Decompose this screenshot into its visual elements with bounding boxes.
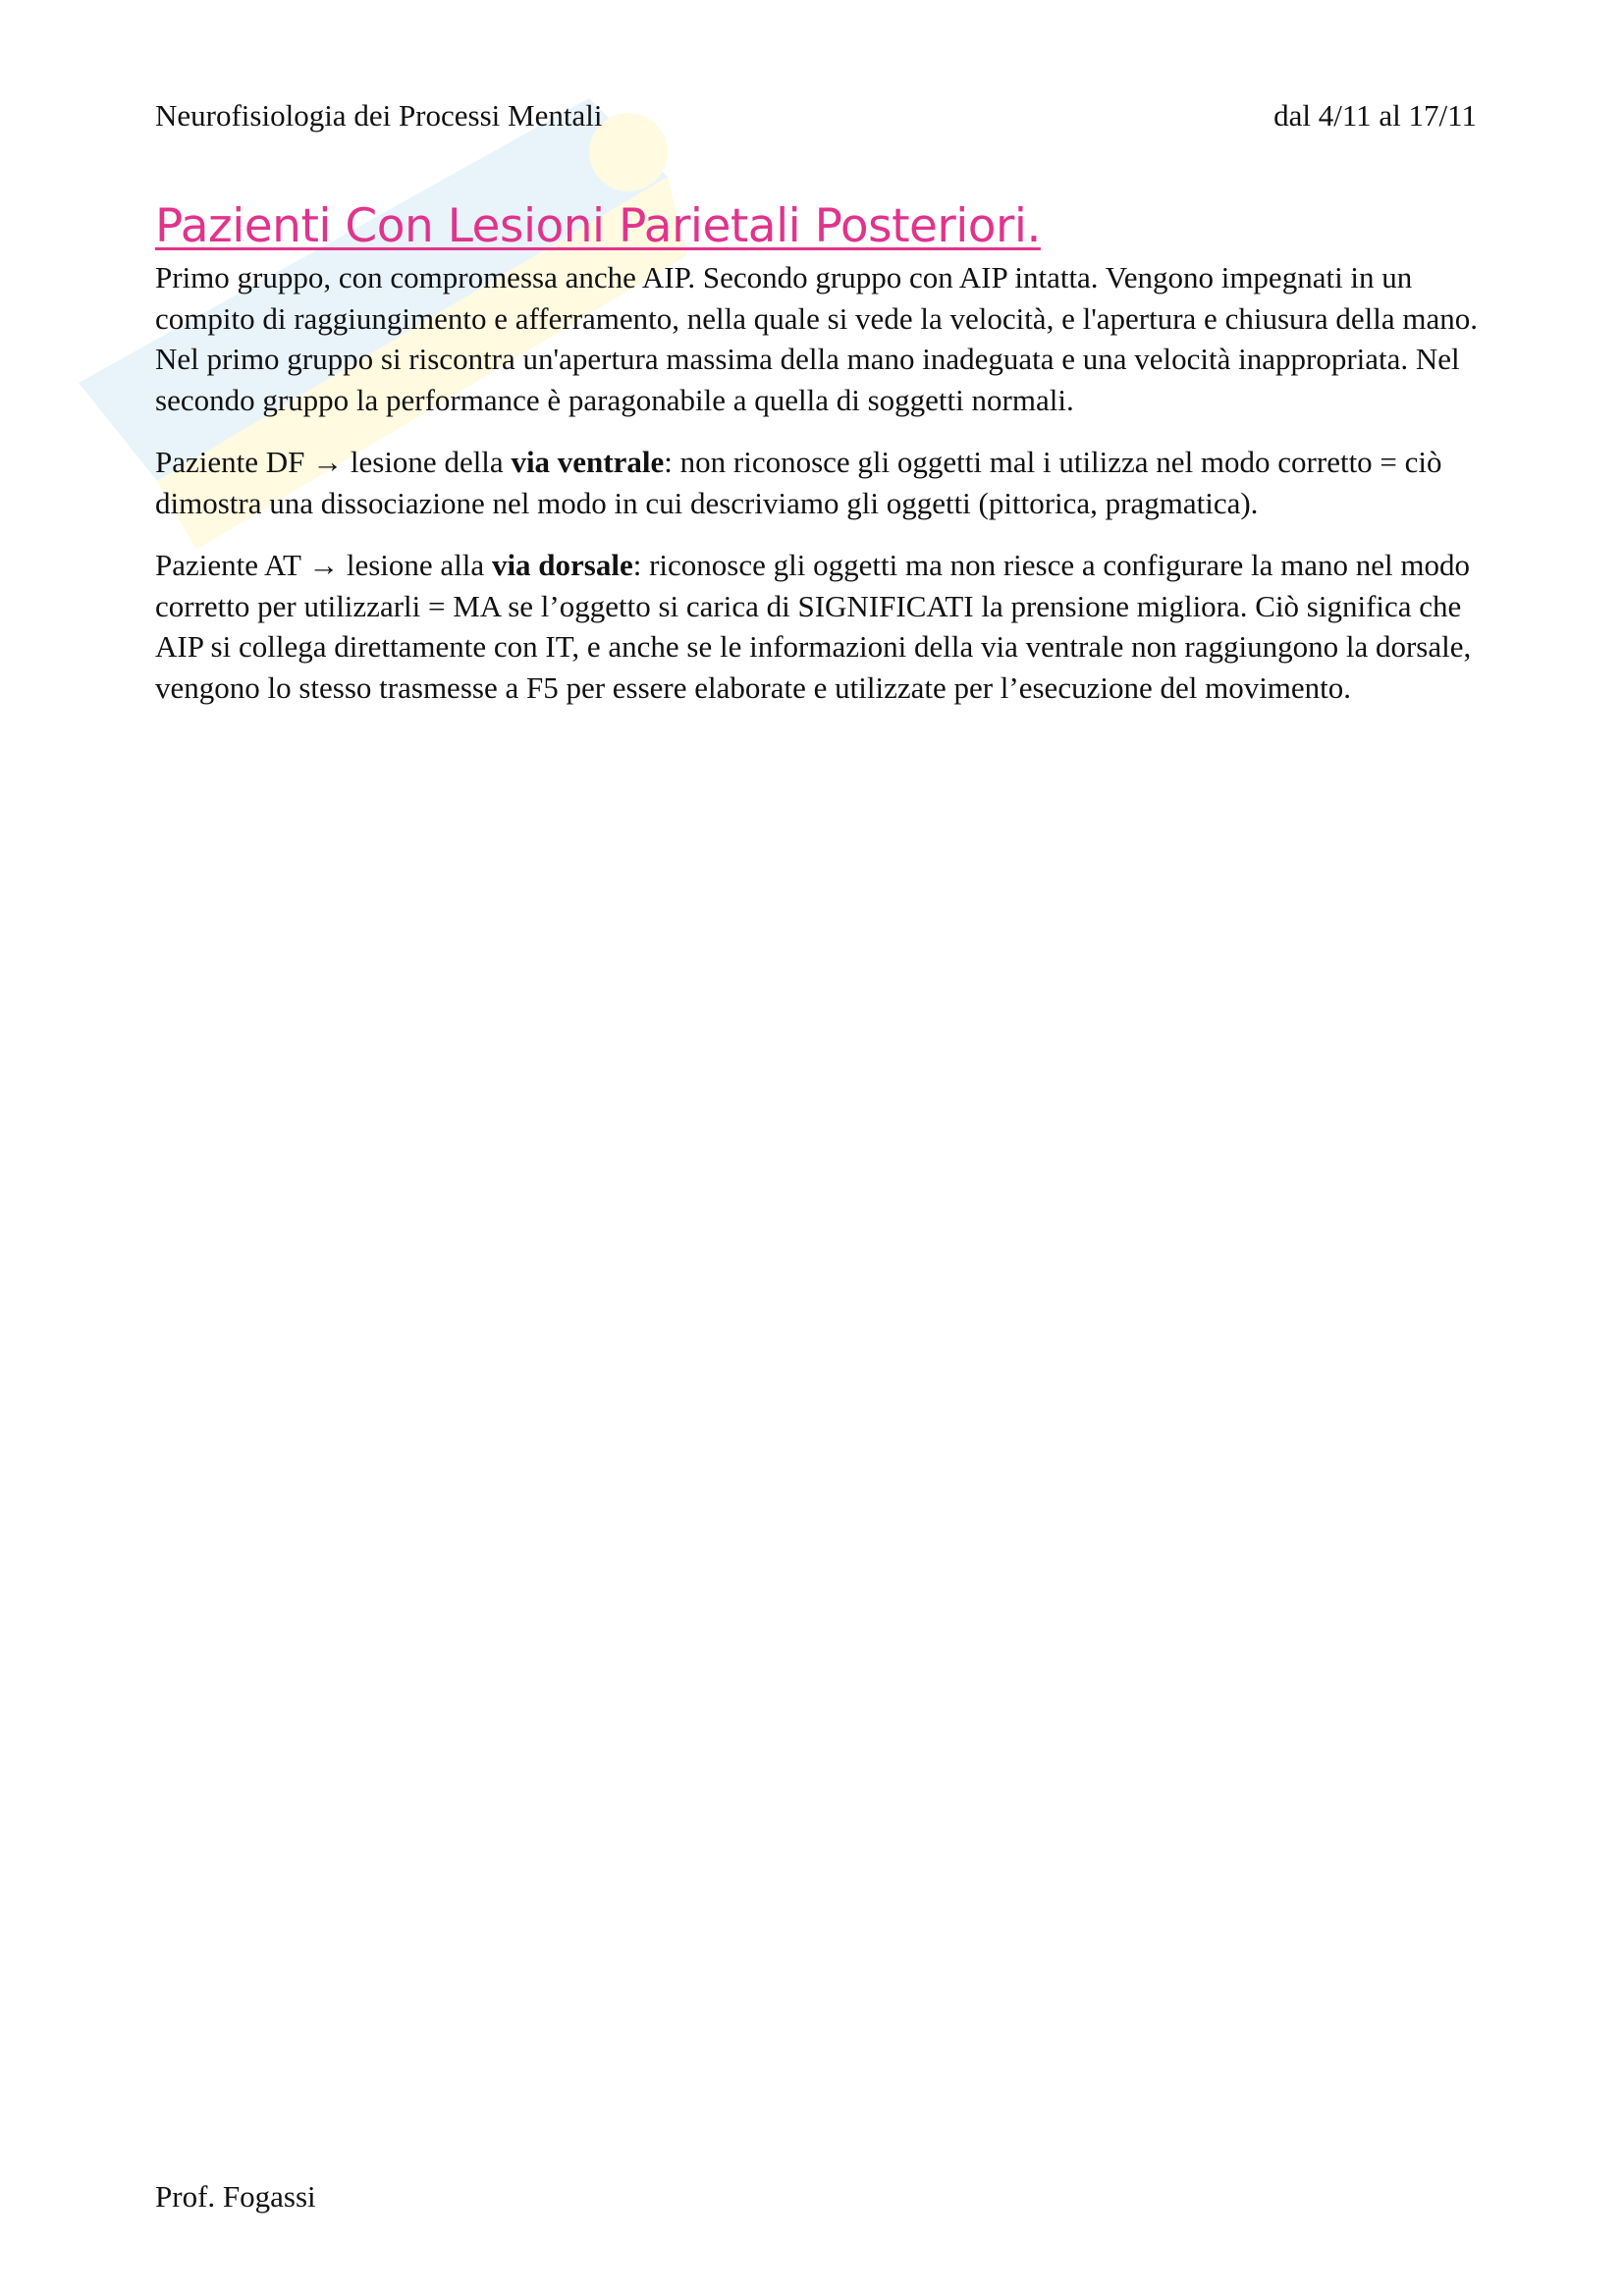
paragraph-groups: Primo gruppo, con compromessa anche AIP. Secondo gruppo con AIP intatta. Vengono impegnati in un compito di raggiungimento e afferramento, nella quale si vede la velocità, e l'apertura e chiusura della mano. Nel primo gruppo si riscontra un'apertura massima della mano inadeguata e una velocità inappropriata. Nel secondo gruppo la performance è paragonabile a quella di soggetti normali.	[155, 260, 1478, 417]
paragraph-patient-at	[155, 545, 1481, 708]
term-via-ventrale: via ventrale	[511, 445, 665, 479]
paragraph-patient-df-text: Paziente DF → lesione della	[155, 445, 512, 479]
paragraph-patient-df	[155, 442, 1481, 523]
document-body	[155, 196, 1481, 729]
paragraph-patient-df-rest: : non riconosce gli oggetti mal i utilizza nel modo corretto = ciò dimostra una dissociazione nel modo in cui descriviamo gli oggetti (pittorica, pragmatica).	[155, 445, 1442, 520]
section-title: Pazienti Con Lesioni Parietali Posteriori.	[155, 199, 1041, 253]
footer-professor: Prof. Fogassi	[155, 2179, 316, 2214]
header-course-title: Neurofisiologia dei Processi Mentali	[155, 98, 603, 133]
header-date-range: dal 4/11 al 17/11	[1273, 98, 1477, 133]
term-via-dorsale: via dorsale	[491, 548, 633, 582]
paragraph-patient-at-text: Paziente AT → lesione alla	[155, 548, 492, 582]
paragraph-patient-at-rest: : riconosce gli oggetti ma non riesce a configurare la mano nel modo corretto per utilizzarli = MA se l’oggetto si carica di SIGNIFICATI la prensione migliora. Ciò significa che AIP si collega direttamente con IT, e anche se le informazioni della via ventrale non raggiungono la dorsale, vengono lo stesso trasmesse a F5 per essere elaborate e utilizzate per l’esecuzione del movimento.	[155, 548, 1472, 705]
